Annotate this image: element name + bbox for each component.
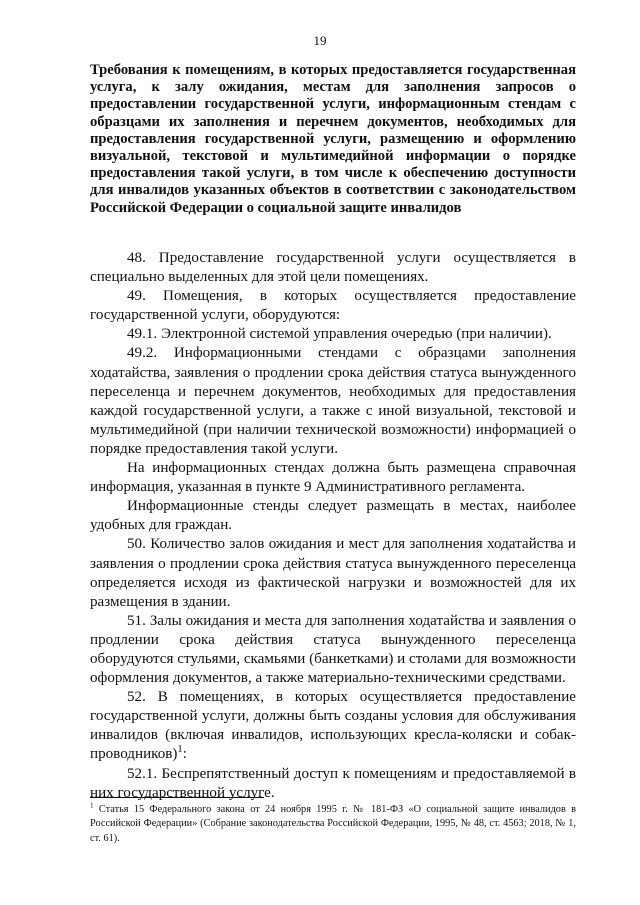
paragraph-49-1: 49.1. Электронной системой управления очередью (при наличии). (127, 326, 552, 343)
page-number: 19 (313, 33, 327, 48)
footnote (90, 803, 576, 846)
paragraph-51: 51. Залы ожидания и места для заполнения ходатайства и заявления о продлении срока действия статуса вынужденного переселенца оборудуются стульями, скамьями (банкетками) и столами для возможности оформления документов, а также материально-техническими средствами. (90, 612, 576, 687)
section-heading: Требования к помещениям, в которых предоставляется государственная услуга, к залу ожидания, местам для заполнения запросов о предоставлении государственной услуги, информационным стендам с образцами их заполнения и перечнем документов, необходимых для предоставления государственной услуги, размещению и оформлению визуальной, текстовой и мультимедийной информации о порядке предоставления такой услуги, в том числе к обеспечению доступности для инвалидов указанных объектов в соответствии с законодательством Российской Федерации о социальной защите инвалидов (90, 62, 576, 216)
footnote-reference: 1 (177, 744, 183, 756)
paragraph-50: 50. Количество залов ожидания и мест для заполнения ходатайства и заявления о продлении срока действия статуса вынужденного переселенца определяется исходя из фактической нагрузки и возможностей для их размещения в здании. (90, 536, 576, 610)
document-body (90, 249, 576, 803)
footnote-text: Статья 15 Федерального закона от 24 ноября 1995 г. № 181-ФЗ «О социальной защите инвалидов в Российской Федерации» (Собрание законодательства Российской Федерации, 1995, № 48, ст. 4563; 2018, № 1, ст. 61). (90, 804, 576, 844)
paragraph-52-1: 52.1. Беспрепятственный доступ к помещениям и предоставляемой в них государственной услуге. (90, 765, 576, 801)
paragraph-52-trailing: : (182, 746, 187, 763)
paragraph-info-stands-placement: Информационные стенды следует размещать в местах, наиболее удобных для граждан. (90, 498, 576, 534)
paragraph-48: 48. Предоставление государственной услуги осуществляется в специально выделенных для этой цели помещениях. (90, 250, 576, 286)
footnote-marker: 1 (90, 801, 94, 810)
paragraph-52 (90, 688, 576, 764)
paragraph-49-2: 49.2. Информационными стендами с образцами заполнения ходатайства, заявления о продлении срока действия статуса вынужденного переселенца и перечнем документов, необходимых для предоставления каждой государственной услуги, а также с иной визуальной, текстовой и мультимедийной (при наличии технической возможности) информацией о порядке предоставления такой услуги. (90, 345, 576, 457)
paragraph-49: 49. Помещения, в которых осуществляется предоставление государственной услуги, оборудуются: (90, 288, 576, 324)
paragraph-info-stands-reference: На информационных стендах должна быть размещена справочная информация, указанная в пункте 9 Административного регламента. (90, 460, 576, 496)
footnote-divider (90, 797, 264, 798)
paragraph-52-text: 52. В помещениях, в которых осуществляется предоставление государственной услуги, должны быть созданы условия для обслуживания инвалидов (включая инвалидов, использующих кресла-коляски и собак-проводников) (90, 689, 576, 763)
